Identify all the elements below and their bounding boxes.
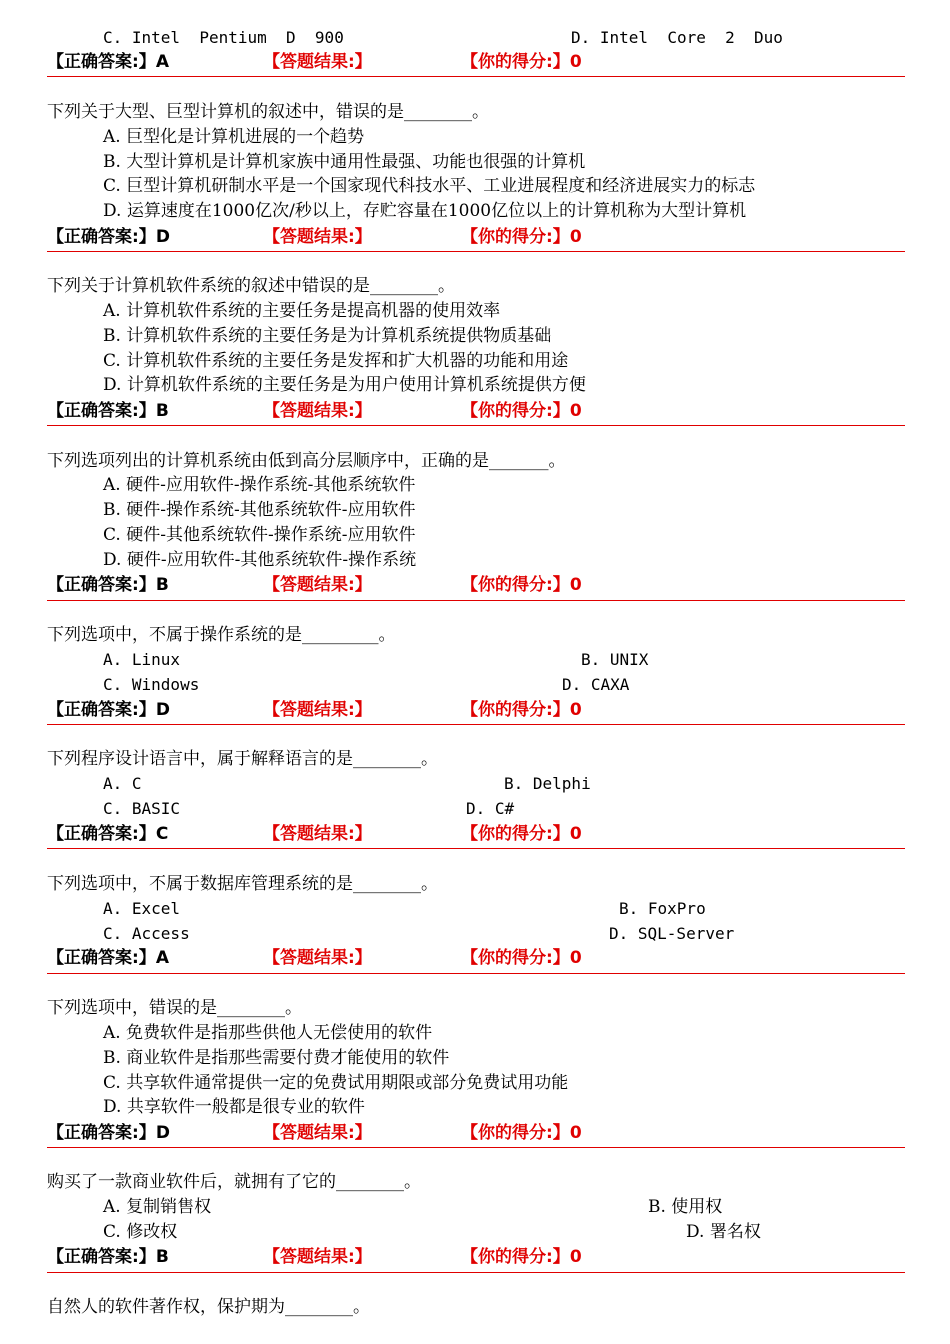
option-d: D. Intel Core 2 Duo [571,28,783,47]
score-row [461,226,582,248]
score-row [461,574,582,596]
option-a: A. 复制销售权 [103,1197,212,1217]
score-value: 0 [569,700,582,720]
correct-answer-row [47,1246,169,1268]
score-label: 【你的得分:】 [461,948,570,968]
option-c: C. 计算机软件系统的主要任务是发挥和扩大机器的功能和用途 [103,351,569,371]
score-value: 0 [569,401,582,421]
score-value: 0 [569,1123,582,1143]
option-a: A. 免费软件是指那些供他人无偿使用的软件 [103,1023,433,1043]
option-b: B. 商业软件是指那些需要付费才能使用的软件 [103,1048,450,1068]
option-c: C. 巨型计算机研制水平是一个国家现代科技水平、工业进展程度和经济进展实力的标志 [103,176,756,196]
score-label: 【你的得分:】 [461,1247,570,1267]
question-stem: 购买了一款商业软件后，就拥有了它的________。 [47,1172,421,1192]
correct-answer-label: 【正确答案:】 [47,575,156,595]
correct-answer-value: A [155,52,169,72]
score-row [461,400,582,422]
answer-result-label: 【答题结果:】 [263,948,372,968]
option-d: D. C# [466,799,515,818]
correct-answer-label: 【正确答案:】 [47,401,156,421]
option-c: C. Intel Pentium D 900 [103,28,344,47]
question-stem: 下列关于计算机软件系统的叙述中错误的是________。 [47,276,455,296]
answer-result-label: 【答题结果:】 [263,401,372,421]
correct-answer-label: 【正确答案:】 [47,1123,156,1143]
option-a: A. 硬件-应用软件-操作系统-其他系统软件 [103,475,416,495]
option-c: C. 硬件-其他系统软件-操作系统-应用软件 [103,525,416,545]
correct-answer-row [47,823,168,845]
option-b: B. FoxPro [619,899,706,918]
option-a: A. C [103,774,142,793]
score-label: 【你的得分:】 [461,700,570,720]
option-d: D. 共享软件一般都是很专业的软件 [103,1097,365,1117]
correct-answer-label: 【正确答案:】 [47,1247,156,1267]
option-c: C. 共享软件通常提供一定的免费试用期限或部分免费试用功能 [103,1073,569,1093]
correct-answer-value: D [155,700,170,720]
separator-line [47,425,905,426]
score-value: 0 [569,575,582,595]
option-c: C. 修改权 [103,1222,178,1242]
score-value: 0 [569,824,582,844]
option-b: B. Delphi [504,774,591,793]
separator-line [47,973,905,974]
option-a: A. Excel [103,899,181,918]
question-stem: 下列选项中，不属于操作系统的是_________。 [47,625,396,645]
option-a: A. 巨型化是计算机进展的一个趋势 [103,127,365,147]
option-b: B. 硬件-操作系统-其他系统软件-应用软件 [103,500,416,520]
answer-result-label: 【答题结果:】 [263,575,372,595]
correct-answer-value: A [155,948,169,968]
correct-answer-value: C [155,824,169,844]
score-value: 0 [569,227,582,247]
question-stem: 自然人的软件著作权，保护期为________。 [47,1297,370,1317]
score-value: 0 [569,1247,582,1267]
option-d: D. 硬件-应用软件-其他系统软件-操作系统 [103,550,417,570]
correct-answer-value: D [155,227,170,247]
score-row [461,823,582,845]
correct-answer-row [47,947,169,969]
separator-line [47,251,905,252]
option-d: D. CAXA [562,675,630,694]
option-a: A. 计算机软件系统的主要任务是提高机器的使用效率 [103,301,501,321]
option-b: B. 大型计算机是计算机家族中通用性最强、功能也很强的计算机 [103,152,586,172]
option-d: D. SQL-Server [609,924,735,943]
answer-result-label: 【答题结果:】 [263,824,372,844]
option-c: C. BASIC [103,799,181,818]
correct-answer-row [47,699,170,721]
score-label: 【你的得分:】 [461,1123,570,1143]
score-row [461,51,582,73]
correct-answer-label: 【正确答案:】 [47,52,156,72]
separator-line [47,724,905,725]
correct-answer-value: B [155,575,169,595]
correct-answer-label: 【正确答案:】 [47,700,156,720]
score-row [461,1122,582,1144]
score-row [461,699,582,721]
correct-answer-row [47,1122,170,1144]
score-label: 【你的得分:】 [461,227,570,247]
correct-answer-value: B [155,401,169,421]
score-value: 0 [569,948,582,968]
score-label: 【你的得分:】 [461,824,570,844]
answer-result-label: 【答题结果:】 [263,1123,372,1143]
score-label: 【你的得分:】 [461,575,570,595]
correct-answer-row [47,574,169,596]
correct-answer-label: 【正确答案:】 [47,824,156,844]
option-d: D. 运算速度在1000亿次/秒以上，存贮容量在1000亿位以上的计算机称为大型计算机 [103,201,747,221]
score-value: 0 [569,52,582,72]
option-b: B. 使用权 [648,1197,723,1217]
answer-result-label: 【答题结果:】 [263,700,372,720]
score-label: 【你的得分:】 [461,52,570,72]
correct-answer-row [47,51,169,73]
option-b: B. UNIX [581,650,649,669]
separator-line [47,1272,905,1273]
option-c: C. Access [103,924,190,943]
separator-line [47,848,905,849]
separator-line [47,600,905,601]
score-row [461,1246,582,1268]
separator-line [47,76,905,77]
correct-answer-value: D [155,1123,170,1143]
question-stem: 下列关于大型、巨型计算机的叙述中，错误的是________。 [47,102,489,122]
correct-answer-label: 【正确答案:】 [47,227,156,247]
option-b: B. 计算机软件系统的主要任务是为计算机系统提供物质基础 [103,326,552,346]
answer-result-label: 【答题结果:】 [263,52,372,72]
correct-answer-value: B [155,1247,169,1267]
answer-result-label: 【答题结果:】 [263,227,372,247]
score-label: 【你的得分:】 [461,401,570,421]
correct-answer-row [47,400,169,422]
option-d: D. 计算机软件系统的主要任务是为用户使用计算机系统提供方便 [103,375,586,395]
question-stem: 下列选项中，错误的是________。 [47,998,302,1018]
answer-result-label: 【答题结果:】 [263,1247,372,1267]
separator-line [47,1147,905,1148]
correct-answer-row [47,226,170,248]
correct-answer-label: 【正确答案:】 [47,948,156,968]
question-stem: 下列程序设计语言中，属于解释语言的是________。 [47,749,438,769]
option-c: C. Windows [103,675,200,694]
question-stem: 下列选项中，不属于数据库管理系统的是________。 [47,874,438,894]
question-stem: 下列选项列出的计算机系统由低到高分层顺序中，正确的是_______。 [47,451,566,471]
option-a: A. Linux [103,650,181,669]
option-d: D. 署名权 [686,1222,761,1242]
score-row [461,947,582,969]
